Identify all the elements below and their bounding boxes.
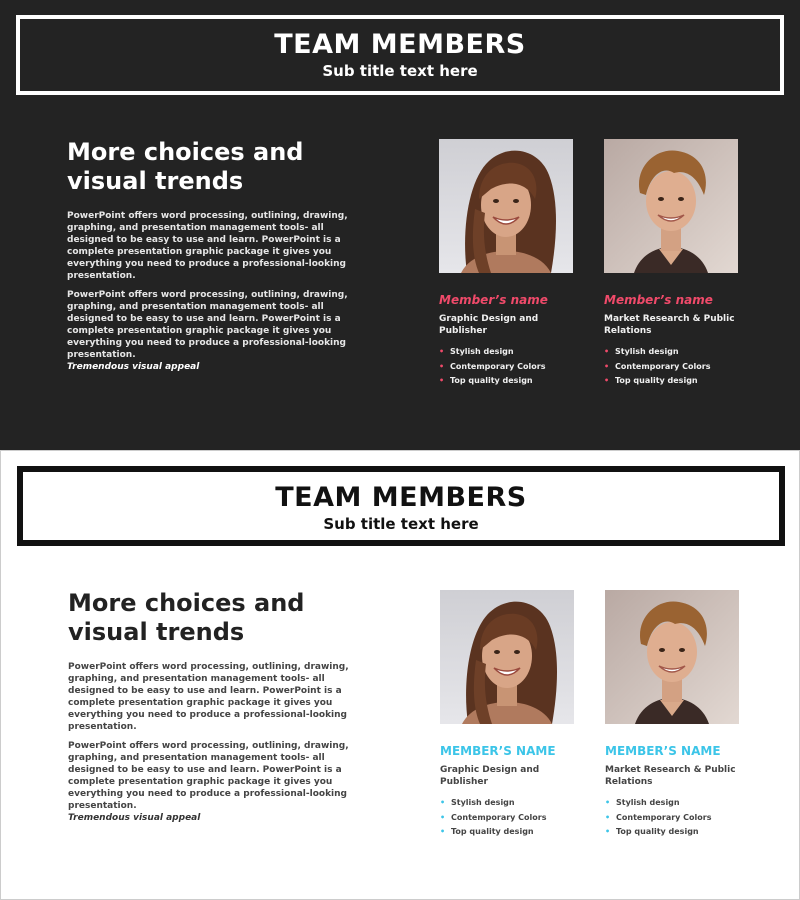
headline: More choices and visual trends (68, 589, 305, 646)
slide-light (0, 450, 800, 900)
body-paragraph: PowerPoint offers word processing, outlining, drawing, graphing, and presentation management tools- all designed to be easy to use and learn. PowerPoint is a complete presentation graphic package it gives you everything you need to produce a professional-looking presentation. (67, 211, 348, 281)
woman-portrait-photo (439, 139, 573, 273)
slide-header (16, 15, 784, 95)
tagline: Tremendous visual appeal (67, 362, 200, 372)
bullet-item: • Contemporary Colors (439, 360, 589, 375)
member-bullets (605, 796, 755, 840)
bullet-item: • Top quality design (605, 825, 755, 840)
bullet-item: • Top quality design (604, 374, 754, 389)
tagline: Tremendous visual appeal (68, 813, 201, 823)
headline: More choices and visual trends (67, 138, 304, 195)
slide-subtitle: Sub title text here (323, 515, 479, 533)
member-card (440, 590, 590, 840)
man-portrait-photo (605, 590, 739, 724)
member-role: Graphic Design and Publisher (439, 314, 539, 336)
slide-subtitle: Sub title text here (322, 62, 478, 80)
bullet-item: • Contemporary Colors (605, 811, 755, 826)
slide-title: TEAM MEMBERS (274, 29, 526, 60)
slide-title: TEAM MEMBERS (275, 482, 527, 513)
bullet-item: • Stylish design (439, 345, 589, 360)
member-role: Market Research & Public Relations (604, 314, 735, 336)
slide-header (17, 466, 785, 546)
bullet-item: • Stylish design (440, 796, 590, 811)
member-role: Graphic Design and Publisher (440, 765, 540, 787)
bullet-item: • Contemporary Colors (604, 360, 754, 375)
member-card (604, 139, 754, 389)
member-card (605, 590, 755, 840)
body-paragraph: PowerPoint offers word processing, outlining, drawing, graphing, and presentation management tools- all designed to be easy to use and learn. PowerPoint is a complete presentation graphic package it gives you everything you need to produce a professional-looking presentation. (68, 741, 349, 811)
bullet-item: • Top quality design (440, 825, 590, 840)
member-role: Market Research & Public Relations (605, 765, 736, 787)
member-card (439, 139, 589, 389)
member-bullets (604, 345, 754, 389)
man-portrait-photo (604, 139, 738, 273)
bullet-item: • Top quality design (439, 374, 589, 389)
member-name: MEMBER’S NAME (605, 744, 721, 758)
woman-portrait-photo (440, 590, 574, 724)
body-paragraph: PowerPoint offers word processing, outlining, drawing, graphing, and presentation management tools- all designed to be easy to use and learn. PowerPoint is a complete presentation graphic package it gives you everything you need to produce a professional-looking presentation. (67, 290, 348, 360)
bullet-item: • Stylish design (605, 796, 755, 811)
bullet-item: • Stylish design (604, 345, 754, 360)
bullet-item: • Contemporary Colors (440, 811, 590, 826)
member-name: Member’s name (604, 293, 713, 307)
member-name: Member’s name (439, 293, 548, 307)
body-paragraph: PowerPoint offers word processing, outlining, drawing, graphing, and presentation management tools- all designed to be easy to use and learn. PowerPoint is a complete presentation graphic package it gives you everything you need to produce a professional-looking presentation. (68, 662, 349, 732)
member-bullets (440, 796, 590, 840)
member-name: MEMBER’S NAME (440, 744, 556, 758)
member-bullets (439, 345, 589, 389)
